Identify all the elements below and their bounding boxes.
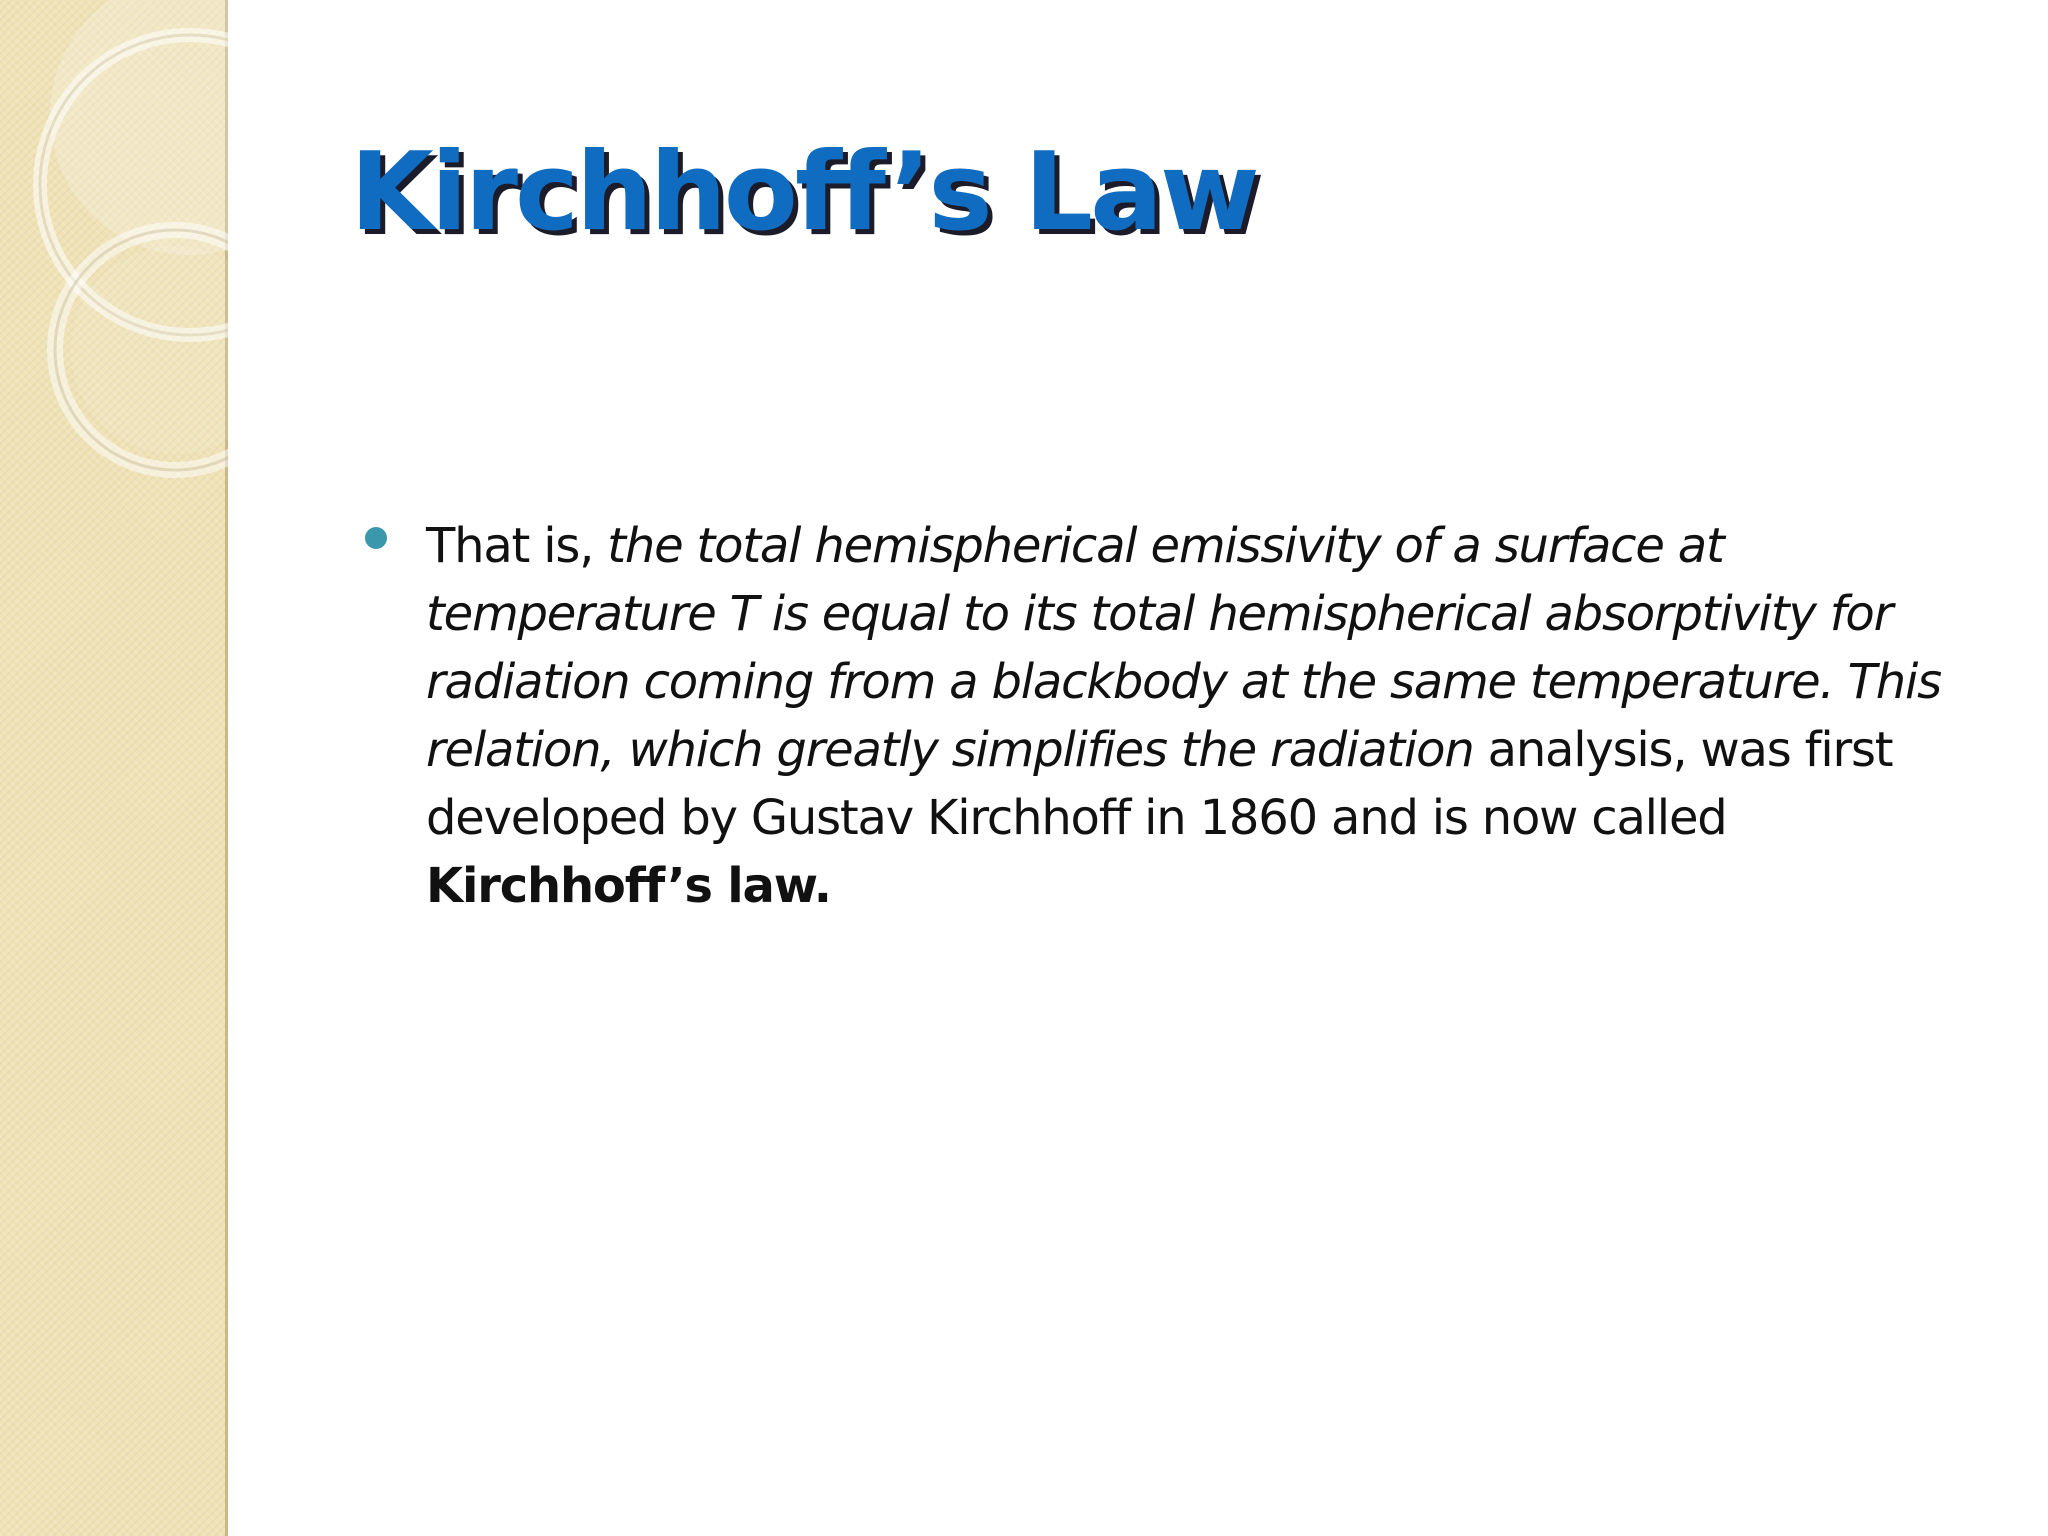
slide-content bbox=[360, 512, 1980, 920]
slide-title: Kirchhoff’s Law bbox=[350, 130, 1257, 255]
bullet-text bbox=[426, 512, 1980, 920]
decorative-sidebar bbox=[0, 0, 228, 1536]
bullet-normal-text: analysis, was first developed by Gustav Kirchhoff in 1860 and is now called bbox=[426, 722, 1893, 846]
bullet-item bbox=[360, 512, 1980, 920]
bullet-bold-text: Kirchhoff’s law. bbox=[426, 858, 831, 914]
bullet-italic-text: the total hemispherical emissivity of a surface at temperature T is equal to its total hemispherical absorptivity for radiation coming from a blackbody at the same temperature. This relation, which greatly simplifies the radiation bbox=[426, 518, 1941, 778]
bullet-lead-text: That is, bbox=[426, 518, 608, 574]
decorative-rings-icon bbox=[0, 0, 228, 560]
bullet-icon bbox=[365, 527, 387, 549]
